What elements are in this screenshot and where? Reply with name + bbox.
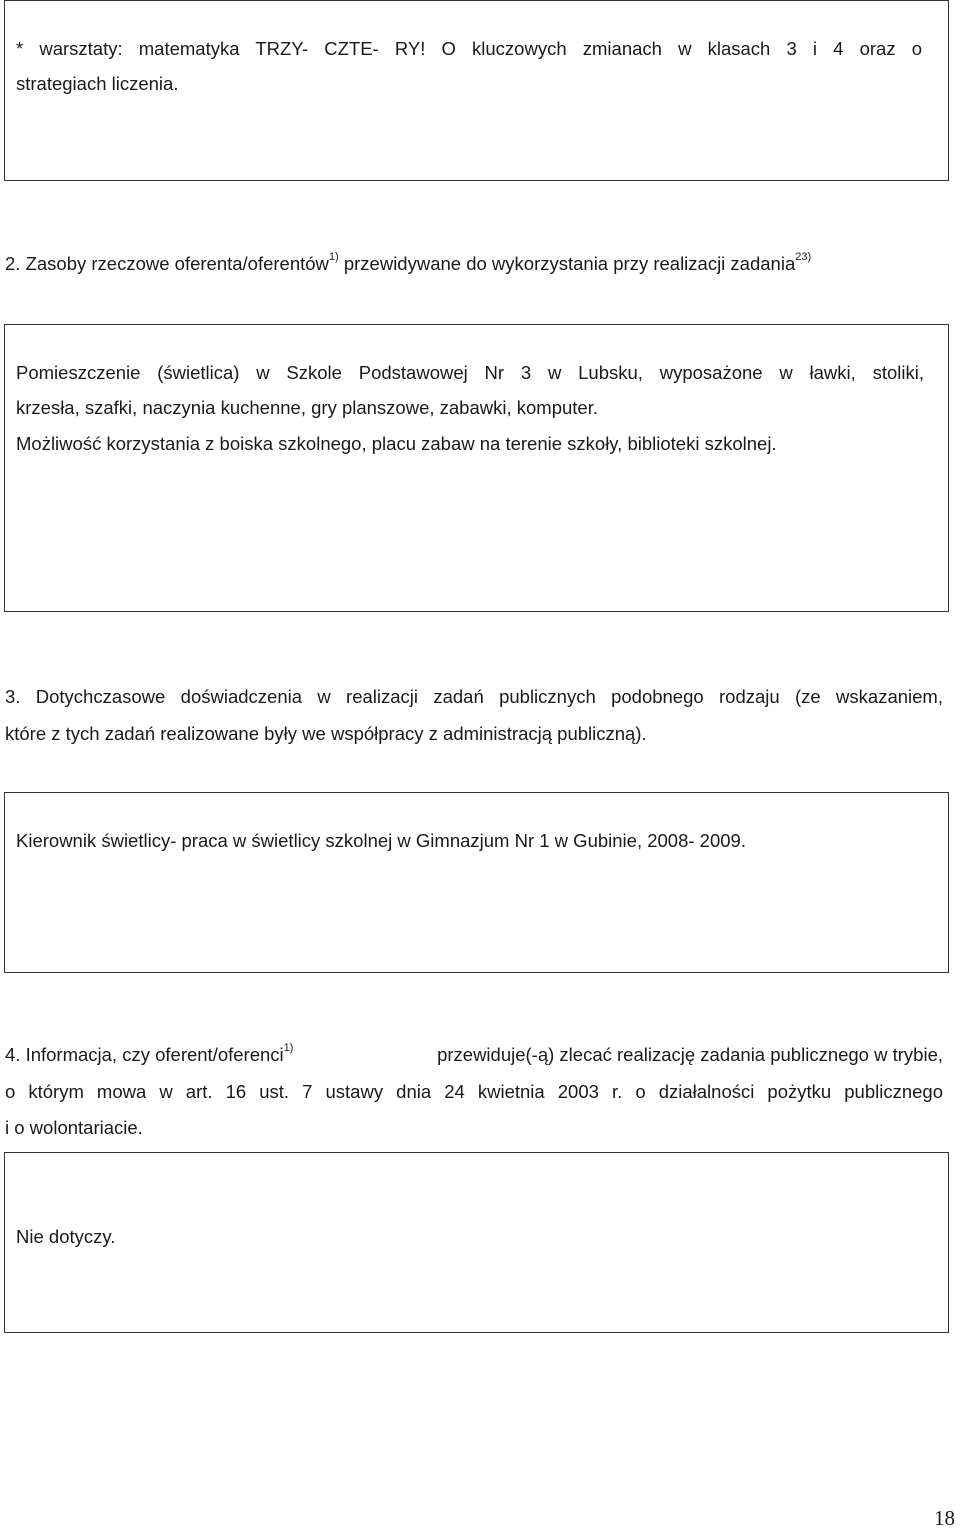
experience-box: [4, 792, 949, 973]
footnote-ref-23: 23): [795, 250, 812, 263]
footnote-ref-1b: 1): [283, 1041, 294, 1054]
section-2-heading-text: 2. Zasoby rzeczowe oferenta/oferentów: [5, 253, 329, 274]
section-3-heading-line-1: 3. Dotychczasowe doświadczenia w realizacji zadań publicznych podobnego rodzaju (ze wskazaniem,: [5, 686, 943, 707]
resources-line-1: Pomieszczenie (świetlica) w Szkole Podstawowej Nr 3 w Lubsku, wyposażone w ławki, stoliki,: [16, 362, 924, 383]
workshops-line-2: strategiach liczenia.: [16, 73, 179, 94]
resources-line-3: Możliwość korzystania z boiska szkolnego, placu zabaw na terenie szkoły, biblioteki szkolnej.: [16, 433, 777, 454]
section-4-heading-line-2: o którym mowa w art. 16 ust. 7 ustawy dnia 24 kwietnia 2003 r. o działalności pożytku publicznego: [5, 1081, 943, 1102]
experience-content: Kierownik świetlicy- praca w świetlicy szkolnej w Gimnazjum Nr 1 w Gubinie, 2008- 2009.: [16, 830, 746, 851]
procurement-box: [4, 1152, 949, 1333]
section-2-heading-text-cont: przewidywane do wykorzystania przy realizacji zadania: [338, 253, 796, 274]
section-3-heading-line-2: które z tych zadań realizowane były we współpracy z administracją publiczną).: [5, 723, 647, 744]
workshops-line-1: * warsztaty: matematyka TRZY- CZTE- RY! O kluczowych zmianach w klasach 3 i 4 oraz o: [16, 38, 922, 59]
section-2-heading: [5, 250, 812, 275]
procurement-content: Nie dotyczy.: [16, 1226, 116, 1247]
page-number: 18: [934, 1506, 955, 1530]
resources-line-2: krzesła, szafki, naczynia kuchenne, gry planszowe, zabawki, komputer.: [16, 397, 599, 418]
section-4-heading-line-1: [5, 1041, 943, 1066]
section-4-heading-line-3: i o wolontariacie.: [5, 1117, 143, 1138]
section-4-heading-text-cont: przewiduje(-ą) zlecać realizację zadania publicznego w trybie,: [437, 1044, 943, 1065]
footnote-ref-1: 1): [328, 250, 339, 263]
section-4-heading-text: 4. Informacja, czy oferent/oferenci: [5, 1044, 284, 1065]
